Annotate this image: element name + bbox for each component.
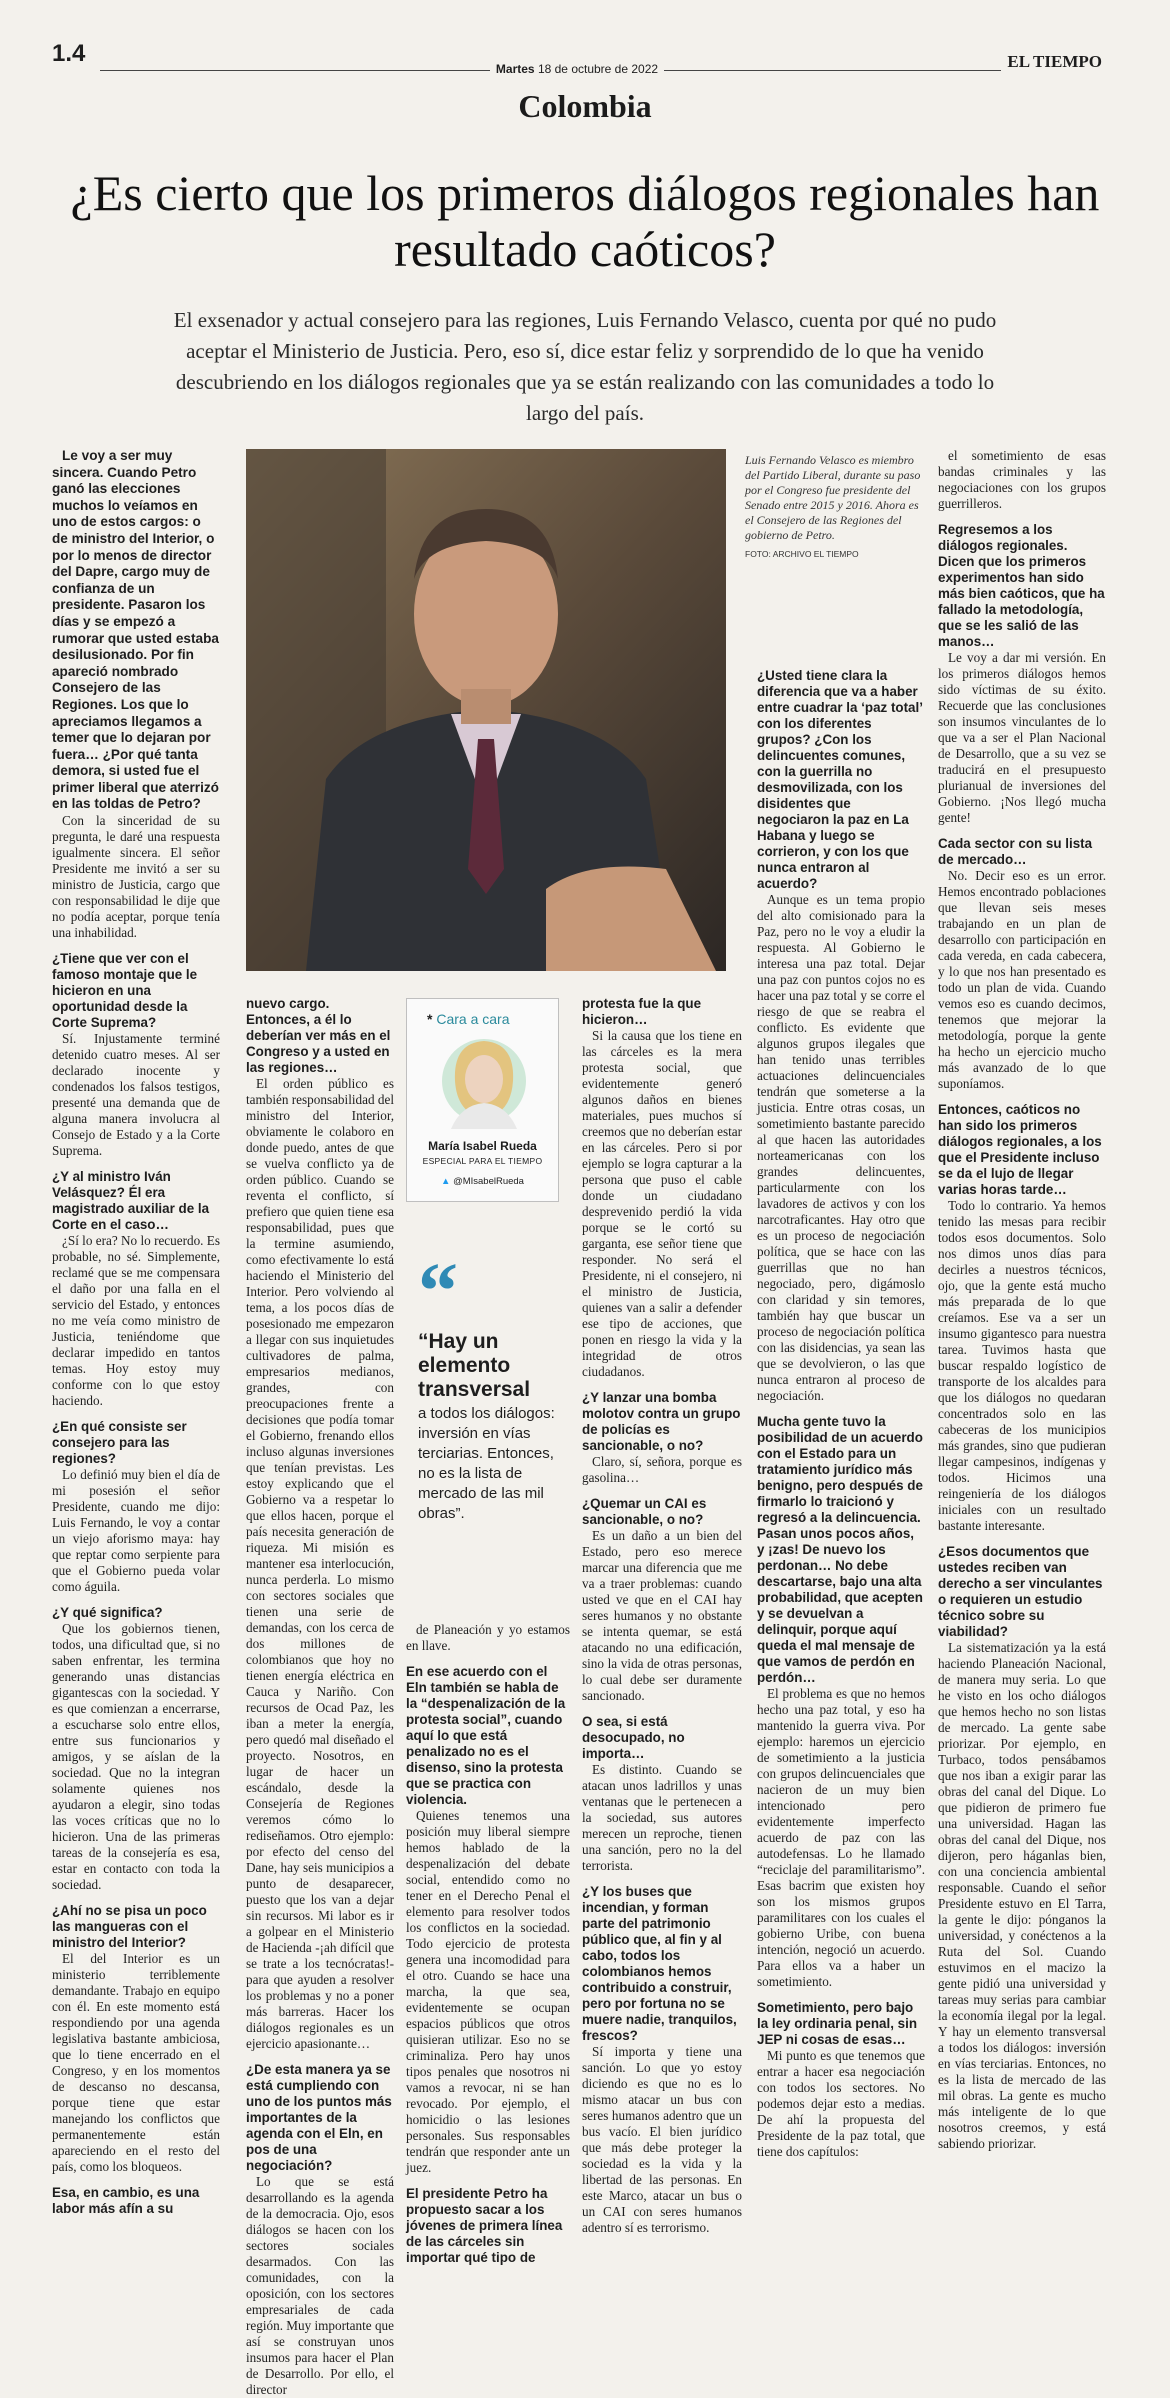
question: ¿Quemar un CAI es sancionable, o no? — [582, 1496, 707, 1527]
answer-paragraph: No. Decir eso es un error. Hemos encontrado poblaciones que llevan seis meses trabajando en un plan de desarrollo con participación en cada vereda, en cada cabecera, y lo que nos han presentado es todo un plan de vida. Cuando vemos eso es cuando decimos, tenemos que mejorar la metodología, porque la gente ha hecho un ejercicio mucho más avanzado de lo que suponíamos. — [938, 868, 1106, 1091]
byline-box — [406, 998, 559, 1202]
asterisk-icon: * — [427, 1011, 433, 1027]
lead-question: Le voy a ser muy sincera. Cuando Petro ganó las elecciones muchos lo veíamos en uno de estos cargos: o de ministro del Interior, o por lo menos de director del Dapre, cargo muy de confianza de un presidente. Pasaron los días y se empezó a rumorar que usted estaba desilusionado. Por fin apareció nombrado Consejero de las Regiones. Los que lo apreciamos llegamos a temer que lo dejaran por fuera… ¿Por qué tanta demora, si usted fue el primer liberal que aterrizó en las toldas de Petro? — [52, 448, 219, 812]
photo-caption — [745, 453, 925, 562]
article-column-5 — [757, 668, 925, 2160]
question: Sometimiento, pero bajo la ley ordinaria penal, sin JEP ni cosas de esas… — [757, 2000, 918, 2047]
question: ¿Y al ministro Iván Velásquez? Él era magistrado auxiliar de la Corte en el caso… — [52, 1169, 210, 1233]
author-role: ESPECIAL PARA EL TIEMPO — [422, 1156, 543, 1166]
question: Entonces, caóticos no han sido los primeros diálogos regionales, a los que el Presidente incluso se da el lujo de llegar varias horas tarde… — [938, 1102, 1102, 1197]
question: ¿Usted tiene clara la diferencia que va a haber entre cuadrar la ‘paz total’ con los diferentes grupos? ¿Con los delincuentes comunes, con la guerrilla no desmovilizada, con los disidentes que negociaron la paz en La Habana y luego se corrieron, y con los que nunca entraron al acuerdo? — [757, 668, 923, 891]
answer-paragraph: Sí. Injustamente terminé detenido cuatro meses. Al ser declarado inocente y condenados los falsos testigos, presenté una demanda que de alguna manera involucra al Consejo de Estado y a la Corte Suprema. — [52, 1031, 220, 1159]
question: ¿Y lanzar una bomba molotov contra un grupo de policías es sancionable, o no? — [582, 1390, 741, 1453]
question: ¿Esos documentos que ustedes reciben van derecho a ser vinculantes o requieren un estudio técnico sobre su viabilidad? — [938, 1544, 1103, 1639]
page-header — [52, 40, 1102, 80]
question: Cada sector con su lista de mercado… — [938, 836, 1093, 867]
portrait-photo — [246, 449, 726, 971]
author-handle-text: @MIsabelRueda — [453, 1176, 524, 1187]
answer-paragraph: Es distinto. Cuando se atacan unos ladrillos y unas ventanas que le pertenecen a la sociedad, sus autores merecen un reproche, tienen una sanción, pero no la del terrorista. — [582, 1762, 742, 1873]
answer-paragraph: La sistematización ya la está haciendo Planeación Nacional, de manera muy seria. Lo que he visto en los ocho diálogos que hemos hecho no son listas de mercado. La gente sabe priorizar. Por ejemplo, en Turbaco, todos pensábamos que nos iban a exigir parar las obras del canal del Dique. Lo que pidieron de primero fue una universidad. Hagan las obras del canal del Dique, nos dijeron, pero háganlas bien, con una conciencia ambiental responsable. Cuando el señor Presidente estuvo en El Tarra, la gente le dijo: pónganos la universidad, y conéctenos a la Ruta del Sol. Cuando estuvimos en el macizo la gente pidió una universidad y tareas muy serias para cambiar la economía ilegal por la legal. Y hay un elemento transversal a todos los diálogos: inversión en vías terciarias. Entonces, no es la lista de mercado de las mil obras. La gente es mucho más inteligente de lo que nosotros creemos, y está sabiendo priorizar. — [938, 1640, 1106, 2151]
author-handle — [407, 1176, 558, 1187]
answer-paragraph: El orden público es también responsabilidad del ministro del Interior, obviamente le colaboro en donde puedo, antes de que se vuelva conflicto ya de orden público. Cuando se reventa el conflicto, sí prefiero que quien tiene esa responsabilidad, pues que la termine asumiendo, como efectivamente lo está haciendo el Ministerio del Interior. Pero volviendo al tema, a los pocos días de posesionado me empezaron a llegar con sus inquietudes cultivadores de palma, empresarios medianos, grandes, con preocupaciones frente a decisiones que podía tomar el Gobierno, frenando ellos incluso algunas inversiones que tenían previstas. Les estoy explicando que el Gobierno va a respetar lo que ellos hacen, porque el país necesita generación de riqueza. Mi misión es mantener esa interlocución, nunca perderla. Lo mismo con sectores sociales que tienen una serie de demandas, con los cerca de dos millones de colombianos que hoy no tienen energía eléctrica en Cauca y Nariño. Con recursos de Ocad Paz, les iban a meter la energía, pero quedó mal diseñado el proyecto. Nosotros, en lugar de hacer un escándalo, desde la Consejería de Regiones veremos cómo lo rediseñamos. Otro ejemplo: por efecto del censo del Dane, hay seis municipios a punto de desaparecer, puesto que los van a dejar sin recursos. Mi labor es ir a golpear en el Ministerio de Hacienda -¡ah difícil que se trate a los tecnócratas!- para que ayuden a resolver los problemas y no a poner más barreras. Hacer los diálogos regionales es un ejercicio apasionante… — [246, 1076, 394, 2051]
quote-mark-icon: “ — [418, 1248, 458, 1336]
answer-paragraph: Es un daño a un bien del Estado, pero eso merece marcar una diferencia que me va a traer problemas: cuando usted ve que en el CAI hay seres humanos y no obstante se intenta quemar, se está atacando no una edificación, sino la vida de otras personas, lo cual debe ser duramente sancionado. — [582, 1528, 742, 1703]
question: nuevo cargo. Entonces, a él lo deberían ver más en el Congreso y a usted en las regiones… — [246, 996, 391, 1075]
question: Esa, en cambio, es una labor más afín a su — [52, 2185, 200, 2217]
article-column-6 — [938, 448, 1106, 2152]
answer-paragraph: ¿Sí lo era? No lo recuerdo. Es probable, no sé. Simplemente, reclamé que se me compensara el daño por una falla en el servicio del Estado, y entonces no me veía como ministro de Justicia, teniéndome que declarar impedido en tantos temas. Hoy estoy muy conforme con lo que estoy haciendo. — [52, 1233, 220, 1409]
author-name: María Isabel Rueda — [428, 1139, 537, 1153]
answer-paragraph: Le voy a dar mi versión. En los primeros diálogos hemos sido víctimas de su éxito. Recuerde que las conclusiones son insumos vinculantes de lo que va a ser el Plan Nacional de Desarrollo, que a su vez se traducirá en el presupuesto plurianual de inversiones del Gobierno. ¡Nos llegó mucha gente! — [938, 650, 1106, 825]
answer-paragraph: Con la sinceridad de su pregunta, le daré una respuesta igualmente sincera. El señor Presidente me invitó a ser su ministro de Justicia, cargo que con responsabilidad le dije que no podía aceptar, porque tenía una inhabilidad. — [52, 813, 220, 941]
date-weekday: Martes — [495, 62, 535, 76]
question: ¿Ahí no se pisa un poco las mangueras con el ministro del Interior? — [52, 1903, 207, 1951]
section-title: Colombia — [518, 88, 652, 124]
article-column-3 — [406, 1622, 570, 2266]
answer-paragraph: Si la causa que los tiene en las cárceles es la mera protesta social, que evidentemente generó algunos daños en bienes materiales, pues muchos sí creemos que no deberían estar en las cárceles. Pero si por ejemplo se logra capturar a la persona que puso el cable donde un ciudadano desprevenido perdió la vida porque se le cortó su garganta, ese señor tiene que responder. No será el Presidente, ni el consejero, ni el ministro de Justicia, quienes van a salir a defender ese tipo de acciones, que ponen en riesgo la vida y la integridad de otros ciudadanos. — [582, 1028, 742, 1379]
question: Regresemos a los diálogos regionales. Dicen que los primeros experimentos han sido más bien caóticos, que ha fallado la metodología, que se les salió de las manos… — [938, 522, 1105, 649]
article-column-2 — [246, 996, 394, 2398]
answer-paragraph: Mi punto es que tenemos que entrar a hacer esa negociación con todos los sectores. No podemos dejar esto a medias. De ahí la propuesta del Presidente de la paz total, que tiene dos capítulos: — [757, 2048, 925, 2159]
answer-paragraph: Aunque es un tema propio del alto comisionado para la Paz, pero no le voy a eludir la respuesta. Al Gobierno le interesa una paz total. Dejar una paz con puntos cojos no es hacer una paz total y se corre el riesgo de que se reabra el conflicto. Es evidente que algunos grupos ilegales que han tenido unas terribles actuaciones delincuenciales tendrán que someterse a la justicia. Entre otras cosas, un sometimiento bastante parecido al que hacen las autoridades norteamericanas con los grandes delincuentes, particularmente con los lavadores de activos y con los narcotraficantes. Hay otro que es un proceso de negociación política, que se hace con las guerrillas que no han negociado, pero, digámoslo con claridad y sin temores, también hay que buscar un proceso de negociación política con las disidencias, ya sean las que se devolvieron, o las que nunca entraron al proceso de negociación. — [757, 892, 925, 1403]
answer-paragraph: Quienes tenemos una posición muy liberal siempre hemos hablado de la despenalización del debate social, entendido como no tener en el Derecho Penal el elemento para resolver todos los conflictos en la sociedad. Todo ejercicio de protesta genera una incomodidad para el otro. Cuando se hace una marcha, la que sea, evidentemente se ocupan espacios públicos que otros quisieran utilizar. Eso no se criminaliza. Pero hay unos tipos penales que nosotros ni vamos a revocar, ni se han revocado. Por ejemplo, el homicidio o las lesiones personales. Sus responsables tendrán que responder ante un juez. — [406, 1808, 570, 2175]
author-avatar — [441, 1033, 527, 1129]
pull-quote — [418, 1248, 568, 1524]
question: ¿De esta manera ya se está cumpliendo con uno de los puntos más importantes de la agenda con el Eln, en pos de una negociación? — [246, 2062, 392, 2173]
photo-caption-text: Luis Fernando Velasco es miembro del Partido Liberal, durante su paso por el Congreso fue presidente del Senado entre 2015 y 2016. Ahora es el Consejero de las Regiones del gobierno de Petro. — [745, 453, 921, 542]
newspaper-brand: EL TIEMPO — [1001, 52, 1102, 72]
answer-paragraph: Todo lo contrario. Ya hemos tenido las mesas para recibir todos esos documentos. Solo nos dimos unos días para decirles a nuestros técnicos, ojo, que la gente está mucho más preparada de lo que creíamos. Ese va a ser un insumo gigantesco para nuestra tarea. Tuvimos hasta que buscar respaldo logístico de transporte de los alcaldes para que los diálogos no quedaran concentrados solo en las cabeceras de los municipios más grandes, sino que pudieran llegar campesinos, indígenas y todos. Hicimos una reingeniería de los diálogos iniciales con un resultado bastante interesante. — [938, 1198, 1106, 1533]
byline-label-text: Cara a cara — [436, 1011, 510, 1027]
question: O sea, si está desocupado, no importa… — [582, 1714, 685, 1761]
photo-credit: FOTO: ARCHIVO EL TIEMPO — [745, 549, 859, 559]
question: ¿Tiene que ver con el famoso montaje que le hicieron en una oportunidad desde la Corte Suprema? — [52, 951, 198, 1031]
question: El presidente Petro ha propuesto sacar a los jóvenes de primera línea de las cárceles sin importar qué tipo de — [406, 2186, 563, 2265]
page-number: 1.4 — [52, 40, 86, 67]
question: ¿Y qué significa? — [52, 1605, 163, 1621]
answer-paragraph: Que los gobiernos tienen, todos, una dificultad que, si no saben enfrentar, les termina generando unas distancias gigantescas con la sociedad. Y es que comienzan a encerrarse, a escucharse solo entre ellos, entre sus funcionarios y amigos, y se aíslan de la sociedad. Que no la integran solamente quienes nos ayudaron a elegir, sino todas las voces críticas que no lo hicieron. Una de las primeras tareas de la consejería es esa, estar en contacto con toda la sociedad. — [52, 1621, 220, 1893]
answer-paragraph: de Planeación y yo estamos en llave. — [406, 1622, 570, 1653]
question: ¿Y los buses que incendian, y forman parte del patrimonio público que, al fin y al cabo, todos los colombianos hemos contribuido a construir, pero por fortuna no se muere nadie, tranquilos, frescos? — [582, 1884, 737, 2043]
byline-label — [427, 1011, 510, 1027]
dek: El exsenador y actual consejero para las regiones, Luis Fernando Velasco, cuenta por qué no pudo aceptar el Ministerio de Justicia. Pero, eso sí, dice estar feliz y sorprendido de lo que ha venido descubriendo en los diálogos regionales que ya se están realizando con las comunidades a todo lo largo del país. — [173, 308, 997, 425]
pull-quote-body: a todos los diálogos: inversión en vías terciarias. Entonces, no es la lista de mercado de las mil obras”. — [418, 1405, 555, 1522]
headline: ¿Es cierto que los primeros diálogos regionales han resultado caóticos? — [70, 165, 1100, 277]
article-column-1 — [52, 448, 220, 2217]
publication-date — [52, 62, 1102, 76]
answer-paragraph: Lo definió muy bien el día de mi posesión el señor Presidente, cuando me dijo: Luis Fernando, le voy a contar un viejo aforismo maya: hay que reptar como serpiente para que el Gobierno pueda volar como águila. — [52, 1467, 220, 1595]
answer-paragraph: Sí importa y tiene una sanción. Lo que yo estoy diciendo es que no es lo mismo atacar un bus con seres humanos adentro que un bus vacío. El bien jurídico que más debe proteger la sociedad es la vida y la libertad de las personas. En este Marco, atacar un bus o un CAI con seres humanos adentro sí es terrorismo. — [582, 2044, 742, 2235]
pull-quote-lead: “Hay un elemento transversal — [418, 1330, 531, 1401]
portrait-illustration — [246, 449, 726, 971]
answer-paragraph: El problema es que no hemos hecho una paz total, y eso ha mantenido la guerra viva. Por ejemplo: haremos un ejercicio de sometimiento a la justicia con grupos delincuenciales que nacieron de un muy bien intencionado pero evidentemente imperfecto acuerdo de paz con las autodefensas. Lo he llamado “reciclaje del paramilitarismo”. Esas bacrim que existen hoy son los mismos grupos paramilitares con los cuales el gobierno Uribe, con buena intención, negoció un acuerdo. Para ellos va a haber un sometimiento. — [757, 1686, 925, 1989]
question: protesta fue la que hicieron… — [582, 996, 702, 1027]
answer-paragraph: Claro, sí, señora, porque es gasolina… — [582, 1454, 742, 1485]
date-rest: 18 de octubre de 2022 — [537, 62, 659, 76]
twitter-icon: ▲ — [441, 1176, 451, 1187]
answer-paragraph: El del Interior es un ministerio terriblemente demandante. Trabajo en equipo con él. En este momento está respondiendo por una agenda legislativa bastante ambiciosa, que lo tiene encerrado en el Congreso, y en los momentos de descanso no descansa, porque tiene que estar manejando los conflictos que permanentemente están apareciendo en el resto del país, como los bloqueos. — [52, 1951, 220, 2175]
article-column-4 — [582, 996, 742, 2236]
answer-paragraph: el sometimiento de esas bandas criminales y las negociaciones con los grupos guerrilleros. — [938, 448, 1106, 511]
question: Mucha gente tuvo la posibilidad de un acuerdo con el Estado para un tratamiento jurídico más benigno, pero después de firmarlo lo traicionó y regresó a la delincuencia. Pasan unos pocos años, y ¡zas! De nuevo los perdonan… No debe descartarse, bajo una alta probabilidad, que acepten y se devuelvan a delinquir, porque aquí queda el mal mensaje de que vamos de perdón en perdón… — [757, 1414, 923, 1685]
question: ¿En qué consiste ser consejero para las regiones? — [52, 1419, 187, 1467]
question: En ese acuerdo con el Eln también se habla de la “despenalización de la protesta social”, cuando aquí lo que está penalizado no es el disenso, sino la protesta que se practica con violencia. — [406, 1664, 566, 1807]
answer-paragraph: Lo que se está desarrollando es la agenda de la democracia. Ojo, esos diálogos se hacen con los sectores sociales desarmados. Con las comunidades, con la oposición, con los sectores empresariales de cada región. Muy importante que así se construyan unos insumos para hacer el Plan de Desarrollo. Por ello, el director — [246, 2174, 394, 2397]
